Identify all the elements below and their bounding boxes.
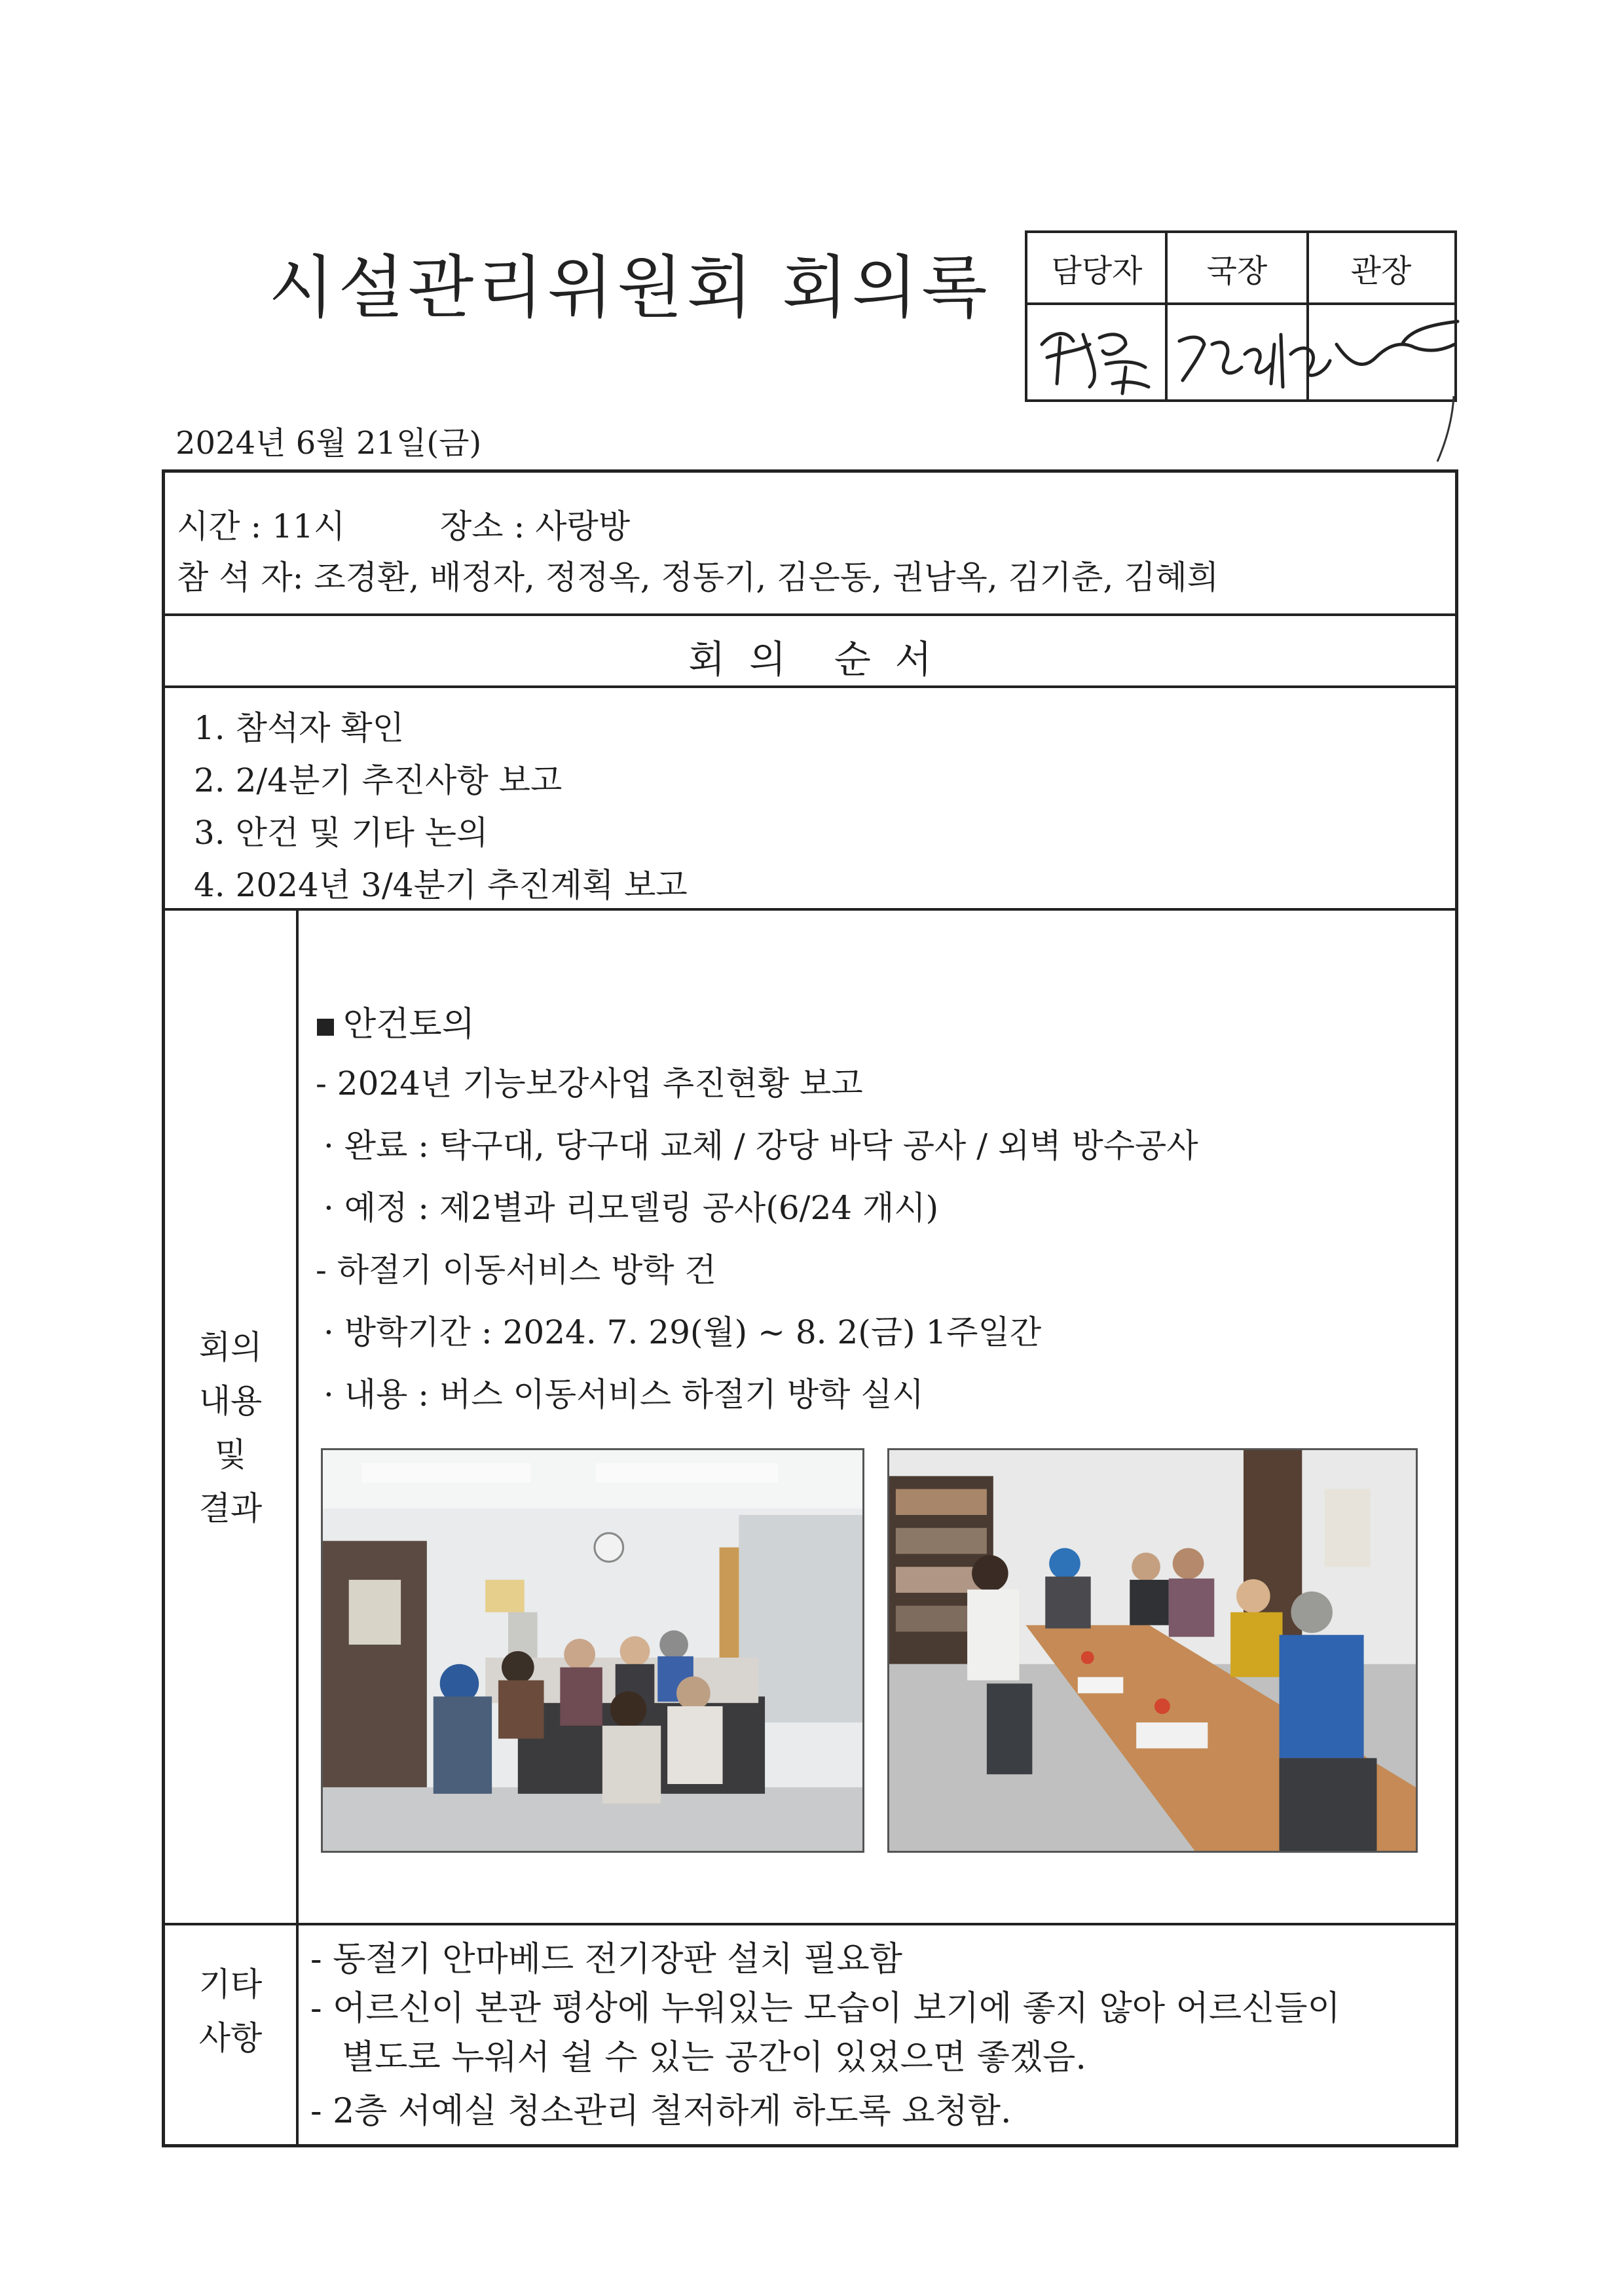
etc-line: - 동절기 안마베드 전기장판 설치 필요함 xyxy=(310,1940,902,1979)
director-head-signature xyxy=(1166,305,1460,402)
staff-signature xyxy=(1027,305,1166,402)
meeting-time: 시간 : 11시 xyxy=(177,507,346,545)
attendees: 참 석 자: 조경환, 배정자, 정정옥, 정동기, 김은동, 권남옥, 김기춘, 김혜희 xyxy=(177,558,1219,596)
agenda-item: 3. 안건 및 기타 논의 xyxy=(194,814,489,852)
content-line: · 방학기간 : 2024. 7. 29(월) ~ 8. 2(금) 1주일간 xyxy=(323,1313,1042,1351)
etc-line: - 2층 서예실 청소관리 철저하게 하도록 요청함. xyxy=(310,2092,1012,2131)
row-divider xyxy=(165,613,1455,616)
document-title: 시설관리위원회 회의록 xyxy=(268,247,991,327)
meeting-photo-left xyxy=(321,1448,864,1853)
content-line: · 내용 : 버스 이동서비스 하절기 방학 실시 xyxy=(323,1376,924,1413)
row-divider xyxy=(165,1923,1455,1925)
meeting-date: 2024년 6월 21일(금) xyxy=(175,425,482,462)
agenda-discussion-heading: 안건토의 xyxy=(317,996,475,1046)
content-section-label: 회의 내용 및 결과 xyxy=(198,1328,263,1527)
meeting-photo-right xyxy=(887,1448,1418,1853)
minutes-table xyxy=(162,469,1458,2147)
label-column-divider xyxy=(296,908,299,2144)
approval-box xyxy=(1025,230,1457,402)
signature-tail-stroke xyxy=(1434,393,1467,465)
content-line: · 예정 : 제2별과 리모델링 공사(6/24 개시) xyxy=(323,1189,939,1227)
agenda-item: 2. 2/4분기 추진사항 보고 xyxy=(194,761,563,799)
approval-header-director: 국장 xyxy=(1166,233,1308,305)
approval-header-staff: 담당자 xyxy=(1027,233,1166,305)
agenda-item: 4. 2024년 3/4분기 추진계획 보고 xyxy=(194,866,688,904)
etc-line: - 어르신이 본관 평상에 누워있는 모습이 보기에 좋지 않아 어르신들이 xyxy=(310,1989,1340,2028)
content-line: · 완료 : 탁구대, 당구대 교체 / 강당 바닥 공사 / 외벽 방수공사 xyxy=(323,1127,1198,1165)
agenda-item: 1. 참석자 확인 xyxy=(194,709,404,747)
square-bullet-icon xyxy=(317,1019,334,1036)
approval-header-head: 관장 xyxy=(1308,233,1454,305)
etc-section-label: 기타 사항 xyxy=(198,1965,263,2057)
meeting-place: 장소 : 사랑방 xyxy=(440,507,631,545)
content-line: - 2024년 기능보강사업 추진현황 보고 xyxy=(316,1065,863,1102)
agenda-heading: 회 의 순 서 xyxy=(688,637,932,682)
content-line: - 하절기 이동서비스 방학 건 xyxy=(316,1251,716,1289)
row-divider xyxy=(165,685,1455,688)
etc-line: 별도로 누워서 쉴 수 있는 공간이 있었으면 좋겠음. xyxy=(342,2038,1086,2077)
row-divider xyxy=(165,908,1455,911)
